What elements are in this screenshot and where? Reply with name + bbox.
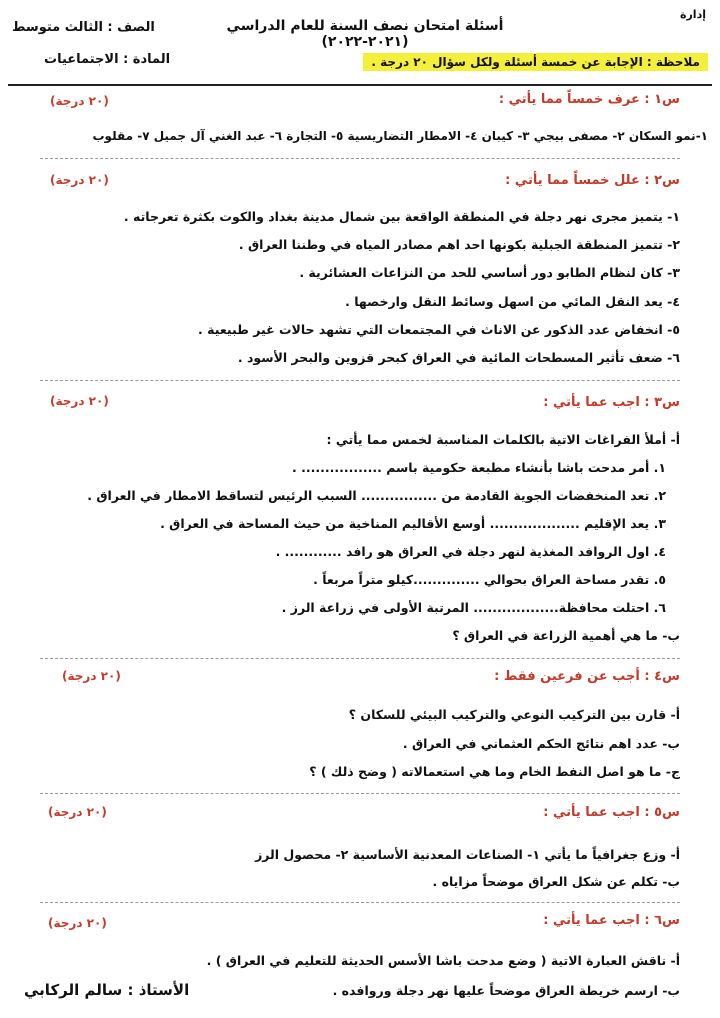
question-4-part-a: أ- قارن بين التركيب النوعي والتركيب البيئي للسكان ؟ bbox=[348, 707, 680, 722]
header-divider bbox=[8, 84, 712, 86]
question-1-heading: س١ : عرف خمساً مما يأتي : bbox=[498, 92, 680, 107]
question-1-line-1: ١-نمو السكان ٢- مصفى بيجي ٣- كيبان ٤- الامطار التضاريسية ٥- التجارة ٦- عبد الغني آل جميل ٧- مقلوب bbox=[92, 129, 708, 143]
question-6-part-b: ب- ارسم خريطة العراق موضحاً عليها نهر دجلة وروافده . bbox=[332, 983, 680, 998]
section-divider bbox=[40, 158, 680, 159]
teacher-signature: الأستاذ : سالم الركابي bbox=[24, 981, 190, 999]
question-4-heading: س٤ : أجب عن فرعين فقط : bbox=[494, 669, 680, 684]
question-4-marks: (٢٠ درجة) bbox=[62, 669, 121, 683]
question-6-marks: (٢٠ درجة) bbox=[48, 916, 107, 930]
question-6-heading: س٦ : اجب عما يأتي : bbox=[543, 913, 680, 928]
exam-note: ملاحظة : الإجابة عن خمسة أسئلة ولكل سؤال ٢٠ درجة . bbox=[363, 53, 708, 71]
question-2-line-5: ٥- انخفاض عدد الذكور عن الاناث في المجتمعات التي تشهد حالات غير طبيعية . bbox=[198, 322, 680, 337]
question-3-blank-6: ٦. احتلت محافظة.................. المرتبة الأولى في زراعة الرز . bbox=[281, 600, 666, 615]
question-3-heading: س٣ : اجب عما يأتي : bbox=[543, 395, 680, 410]
question-4-part-b: ب- عدد اهم نتائج الحكم العثماني في العراق . bbox=[402, 736, 680, 751]
question-2-heading: س٢ : علل خمساً مما يأتي : bbox=[505, 173, 680, 188]
question-2-line-3: ٣- كان لنظام الطابو دور أساسي للحد من النزاعات العشائرية . bbox=[299, 265, 680, 280]
subject-label: المادة : الاجتماعيات bbox=[44, 52, 171, 67]
question-5-heading: س٥ : اجب عما يأتي : bbox=[543, 805, 680, 820]
question-3-part-b: ب- ما هي أهمية الزراعة في العراق ؟ bbox=[452, 628, 680, 643]
section-divider bbox=[40, 793, 680, 794]
exam-title: أسئلة امتحان نصف السنة للعام الدراسي (٢٠٢١-٢٠٢٢) bbox=[226, 18, 504, 50]
question-3-part-a: أ- أملأ الفراغات الاتية بالكلمات المناسبة لخمس مما يأتي : bbox=[326, 432, 680, 447]
question-2-line-2: ٢- تتميز المنطقة الجبلية بكونها احد اهم مصادر المياه في وطننا العراق . bbox=[238, 237, 680, 252]
question-4-part-c: ج- ما هو اصل النفط الخام وما هي استعمالاته ( وضح ذلك ) ؟ bbox=[309, 764, 680, 779]
question-6-part-a: أ- ناقش العبارة الاتية ( وضع مدحت باشا الأسس الحديثة للتعليم في العراق ) . bbox=[206, 953, 680, 968]
grade-label: الصف : الثالث متوسط bbox=[12, 20, 155, 35]
question-5-marks: (٢٠ درجة) bbox=[48, 805, 107, 819]
question-2-line-1: ١- يتميز مجرى نهر دجلة في المنطقة الواقعة بين شمال مدينة بغداد والكوت بكثرة تعرجاته . bbox=[123, 209, 680, 224]
question-3-blank-5: ٥. تقدر مساحة العراق بحوالي ..............كيلو متراً مربعاً . bbox=[313, 572, 666, 587]
question-5-part-a: أ- وزع جغرافياً ما يأتي ١- الصناعات المعدنية الأساسية ٢- محصول الرز bbox=[255, 847, 680, 862]
question-2-line-6: ٦- ضعف تأثير المسطحات المائية في العراق كبحر قزوين والبحر الأسود . bbox=[237, 350, 680, 365]
question-3-blank-3: ٣. يعد الإقليم ................... أوسع الأقاليم المناخية من حيث المساحة في العراق . bbox=[160, 516, 666, 531]
question-3-blank-1: ١. أمر مدحت باشا بأنشاء مطبعة حكومية باسم ................. . bbox=[292, 460, 666, 475]
administration-label: إدارة bbox=[679, 8, 706, 21]
section-divider bbox=[40, 902, 680, 903]
question-1-marks: (٢٠ درجة) bbox=[50, 94, 109, 108]
question-3-blank-2: ٢. تعد المنخفضات الجوية القادمة من ................ السبب الرئيس لتساقط الامطار في العراق . bbox=[87, 488, 666, 503]
question-3-blank-4: ٤. اول الروافد المغذية لنهر دجلة في العراق هو رافد ............ . bbox=[275, 544, 666, 559]
section-divider bbox=[40, 658, 680, 659]
section-divider bbox=[40, 380, 680, 381]
question-2-marks: (٢٠ درجة) bbox=[50, 173, 109, 187]
question-3-marks: (٢٠ درجة) bbox=[50, 394, 109, 408]
question-2-line-4: ٤- يعد النقل المائي من اسهل وسائط النقل وارخصها . bbox=[345, 294, 680, 309]
question-5-part-b: ب- تكلم عن شكل العراق موضحاً مزاياه . bbox=[432, 874, 680, 889]
